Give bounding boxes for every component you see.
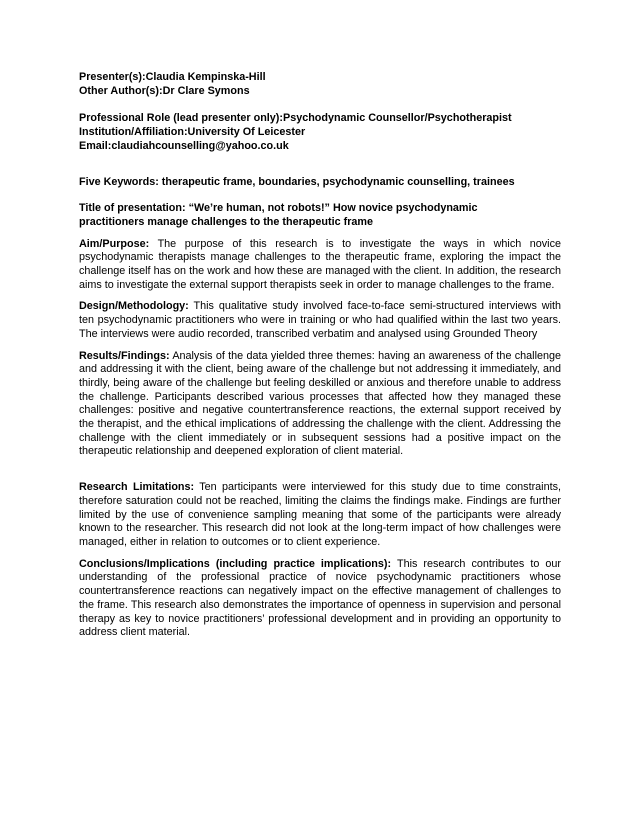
- title-line-2: practitioners manage challenges to the therapeutic frame: [79, 215, 373, 228]
- aim-label: Aim/Purpose:: [79, 237, 150, 250]
- conclusions-label: Conclusions/Implications (including practice implications):: [79, 557, 392, 570]
- aim-text: The purpose of this research is to investigate the ways in which novice psychodynamic therapists manage challenges to the therapeutic frame, exploring the impact the challenge itself has on the work and how these are managed with the client. In addition, the research aims to investigate the external support therapists seek in order to manage challenges to the frame.: [79, 237, 561, 291]
- author-block: [79, 71, 561, 98]
- design-label: Design/Methodology:: [79, 300, 189, 313]
- limitations-label: Research Limitations:: [79, 481, 195, 494]
- presenter-name: Claudia Kempinska-Hill: [145, 71, 266, 83]
- role-label: Professional Role (lead presenter only):: [79, 112, 283, 125]
- results-label: Results/Findings:: [79, 349, 170, 362]
- institution-value: University Of Leicester: [187, 126, 306, 139]
- conclusions-paragraph: [79, 558, 561, 640]
- institution-label: Institution/Affiliation:: [79, 126, 188, 139]
- results-paragraph: [79, 350, 561, 460]
- limitations-paragraph: [79, 481, 561, 550]
- aim-paragraph: [79, 238, 561, 293]
- email-value[interactable]: claudiahcounselling@yahoo.co.uk: [111, 139, 289, 152]
- keywords-line: Five Keywords: therapeutic frame, boundaries, psychodynamic counselling, trainees: [79, 175, 515, 188]
- other-author-name: Dr Clare Symons: [162, 84, 250, 97]
- abstract-document: [79, 71, 561, 640]
- presenter-line: [79, 71, 561, 85]
- results-text: Analysis of the data yielded three themes: having an awareness of the challenge and addressing it with the client, being aware of the challenge but not addressing it immediately, and thirdly, being aware of the challenge but feeling deskilled or anxious and therefore unable to address the challenge. Participants described various processes that affected how they managed these challenges: positive and negative countertransference reactions, the external support received by the therapist, and the ethical implications of addressing the challenge with the client. Addressing the challenge with the client immediately or in subsequent sessions had a positive impact on the therapeutic relationship and deepened exploration of client material.: [79, 349, 561, 458]
- title-block: [79, 202, 561, 229]
- limitations-text: Ten participants were interviewed for this study due to time constraints, therefore saturation could not be reached, limiting the claims the findings make. Findings are further limited by the use of convenience sampling meaning that some of the participants were already known to the researcher. This research did not look at the long-term impact of how challenges were managed, either in relation to outcomes or to client experience.: [79, 481, 561, 548]
- role-line: [79, 112, 561, 126]
- affiliation-block: [79, 112, 561, 153]
- other-author-label: Other Author(s):: [79, 84, 163, 97]
- design-text: This qualitative study involved face-to-face semi-structured interviews with ten psychodynamic practitioners who were in training or who had qualified within the last two years. The interviews were audio recorded, transcribed verbatim and analysed using Grounded Theory: [79, 300, 561, 340]
- design-paragraph: [79, 300, 561, 341]
- other-author-line: [79, 85, 561, 99]
- email-line: [79, 140, 561, 154]
- institution-line: [79, 126, 561, 140]
- email-label: Email:: [79, 139, 112, 152]
- title-line-1: Title of presentation: “We’re human, not robots!” How novice psychodynamic: [79, 202, 478, 215]
- conclusions-text: This research contributes to our understanding of the professional practice of novice psychodynamic practitioners whose countertransference reactions can negatively impact on the effective management of challenges to the frame. This research also demonstrates the importance of openness in supervision and personal therapy as key to novice practitioners’ professional development and in providing an opportunity to address client material.: [79, 557, 561, 639]
- role-value: Psychodynamic Counsellor/Psychotherapist: [283, 112, 512, 125]
- presenter-label: Presenter(s):: [79, 71, 146, 83]
